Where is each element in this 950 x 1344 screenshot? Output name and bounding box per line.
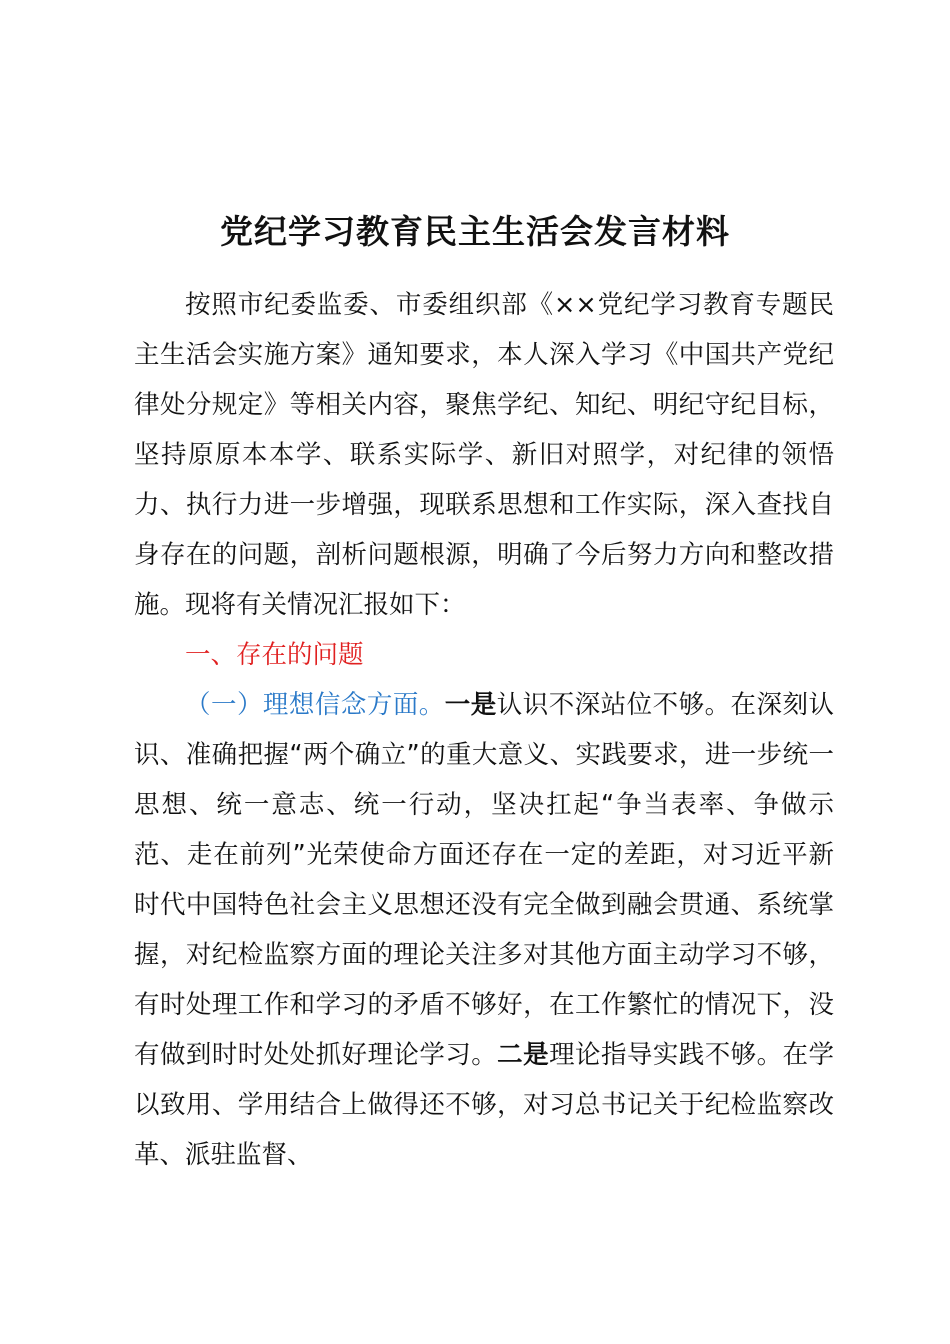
point-text: 理论指导实践不够。在学以致用、学用结合上做得还不够，对习总书记关于纪检监察改革、派驻监督、 [134, 1040, 834, 1170]
section-heading: 一、存在的问题 [185, 640, 364, 670]
point-label: 二是 [497, 1040, 550, 1070]
point-label: 一是 [444, 690, 497, 720]
document-body [134, 280, 834, 1180]
point-text: 认识不深站位不够。在深刻认识、准确把握“两个确立”的重大意义、实践要求，进一步统一思想、统一意志、统一行动，坚决扛起“争当表率、争做示范、走在前列”光荣使命方面还存在一定的差距，对习近平新时代中国特色社会主义思想还没有完全做到融会贯通、系统掌握，对纪检监察方面的理论关注多对其他方面主动学习不够，有时处理工作和学习的矛盾不够好，在工作繁忙的情况下，没有做到时时处处抓好理论学习。 [134, 690, 834, 1070]
subsection-heading: （一）理想信念方面。 [185, 690, 445, 720]
intro-paragraph: 按照市纪委监委、市委组织部《××党纪学习教育专题民主生活会实施方案》通知要求，本人深入学习《中国共产党纪律处分规定》等相关内容，聚焦学纪、知纪、明纪守纪目标，坚持原原本本学、联系实际学、新旧对照学，对纪律的领悟力、执行力进一步增强，现联系思想和工作实际，深入查找自身存在的问题，剖析问题根源，明确了今后努力方向和整改措施。现将有关情况汇报如下： [134, 290, 834, 620]
subsection-paragraph [134, 680, 834, 1180]
document-title: 党纪学习教育民主生活会发言材料 [220, 212, 730, 251]
